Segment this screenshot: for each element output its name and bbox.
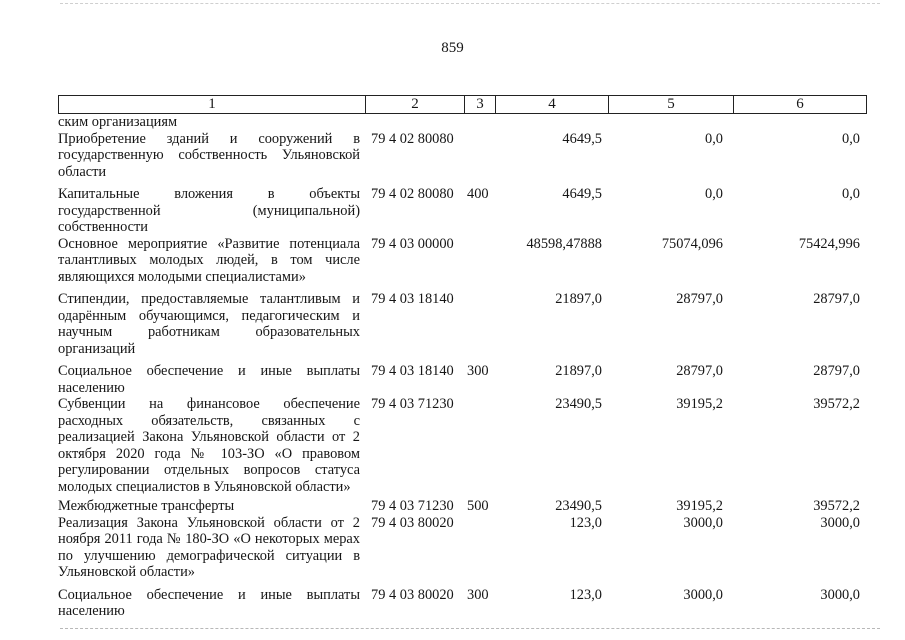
row-expense-type: 300 (467, 586, 489, 603)
row-name: Капитальные вложения в объекты государственной (муниципальной) собственности (58, 186, 360, 235)
row-expense-type: 300 (467, 363, 489, 379)
row-value-5: 28797,0 (676, 363, 723, 379)
table-row (58, 236, 863, 286)
row-value-5: 75074,096 (661, 235, 723, 252)
row-value-4: 23490,5 (555, 396, 602, 412)
row-code: 79 4 03 18140 (371, 363, 454, 379)
row-value-6: 0,0 (842, 186, 860, 202)
row-value-4: 4649,5 (562, 186, 602, 202)
row-code: 79 4 03 18140 (371, 291, 454, 307)
row-name: Приобретение зданий и сооружений в государственную собственность Ульяновской области (58, 130, 360, 180)
column-header-5: 5 (609, 96, 734, 114)
row-expense-type: 400 (467, 186, 489, 202)
row-value-6: 28797,0 (813, 363, 860, 379)
table-row (58, 186, 863, 236)
column-header-1: 1 (59, 96, 366, 114)
row-code: 79 4 02 80080 (371, 130, 454, 147)
row-name: Реализация Закона Ульяновской области от 2 ноября 2011 года № 180-ЗО «О некоторых мерах по улучшению демографической ситуации в Ульяновской области» (58, 514, 360, 580)
row-code: 79 4 02 80080 (371, 186, 454, 202)
row-value-6: 0,0 (842, 130, 860, 147)
row-value-5: 0,0 (705, 130, 723, 147)
row-name: ским организациям (58, 114, 178, 130)
row-value-6: 39572,2 (813, 498, 860, 514)
row-value-6: 75424,996 (798, 235, 860, 252)
row-value-6: 3000,0 (820, 586, 860, 603)
column-header-4: 4 (496, 96, 609, 114)
row-value-5: 28797,0 (676, 291, 723, 307)
row-value-5: 3000,0 (683, 586, 723, 603)
table-row (58, 291, 863, 357)
row-code: 79 4 03 80020 (371, 514, 454, 531)
row-value-4: 123,0 (569, 586, 602, 603)
row-value-5: 3000,0 (683, 514, 723, 531)
column-header-6: 6 (734, 96, 867, 114)
page-number: 859 (441, 40, 464, 56)
table-row (58, 396, 863, 495)
row-value-4: 21897,0 (555, 291, 602, 307)
row-code: 79 4 03 80020 (371, 586, 454, 603)
table-row (58, 515, 863, 581)
table-row (58, 498, 863, 515)
table-row (58, 587, 863, 620)
row-value-4: 123,0 (569, 514, 602, 531)
row-value-4: 4649,5 (562, 130, 602, 147)
row-value-5: 39195,2 (676, 396, 723, 412)
scan-edge-bottom (60, 628, 880, 629)
row-value-4: 23490,5 (555, 498, 602, 514)
table-row (58, 131, 863, 181)
table-row (58, 363, 863, 396)
row-code: 79 4 03 71230 (371, 498, 454, 514)
row-name: Субвенции на финансовое обеспечение расходных обязательств, связанных с реализацией Закона Ульяновской области от 2 октября 2020 года № 103-ЗО «О правовом регулировании отдельных вопросов статуса молодых специалистов в Ульяновской области» (58, 396, 360, 495)
column-header-3: 3 (465, 96, 496, 114)
column-header-2: 2 (366, 96, 465, 114)
row-value-6: 39572,2 (813, 396, 860, 412)
table-row (58, 114, 863, 131)
row-value-5: 0,0 (705, 186, 723, 202)
row-expense-type: 500 (467, 498, 489, 514)
row-value-4: 48598,47888 (526, 235, 602, 252)
scan-edge-top (60, 3, 880, 4)
row-name: Стипендии, предоставляемые талантливым и одарённым обучающимся, педагогическим и научным работникам образовательных организаций (58, 291, 360, 357)
row-code: 79 4 03 00000 (371, 235, 454, 252)
row-name: Социальное обеспечение и иные выплаты населению (58, 363, 360, 396)
row-code: 79 4 03 71230 (371, 396, 454, 412)
row-value-6: 28797,0 (813, 291, 860, 307)
budget-table-body (58, 114, 863, 620)
row-value-5: 39195,2 (676, 498, 723, 514)
row-name: Основное мероприятие «Развитие потенциала талантливых молодых людей, в том числе являющихся молодыми специалистами» (58, 235, 360, 285)
row-name: Межбюджетные трансферты (58, 498, 235, 514)
row-value-6: 3000,0 (820, 514, 860, 531)
column-header-table (58, 95, 867, 114)
column-header-row (59, 96, 867, 114)
row-value-4: 21897,0 (555, 363, 602, 379)
row-name: Социальное обеспечение и иные выплаты населению (58, 586, 360, 619)
